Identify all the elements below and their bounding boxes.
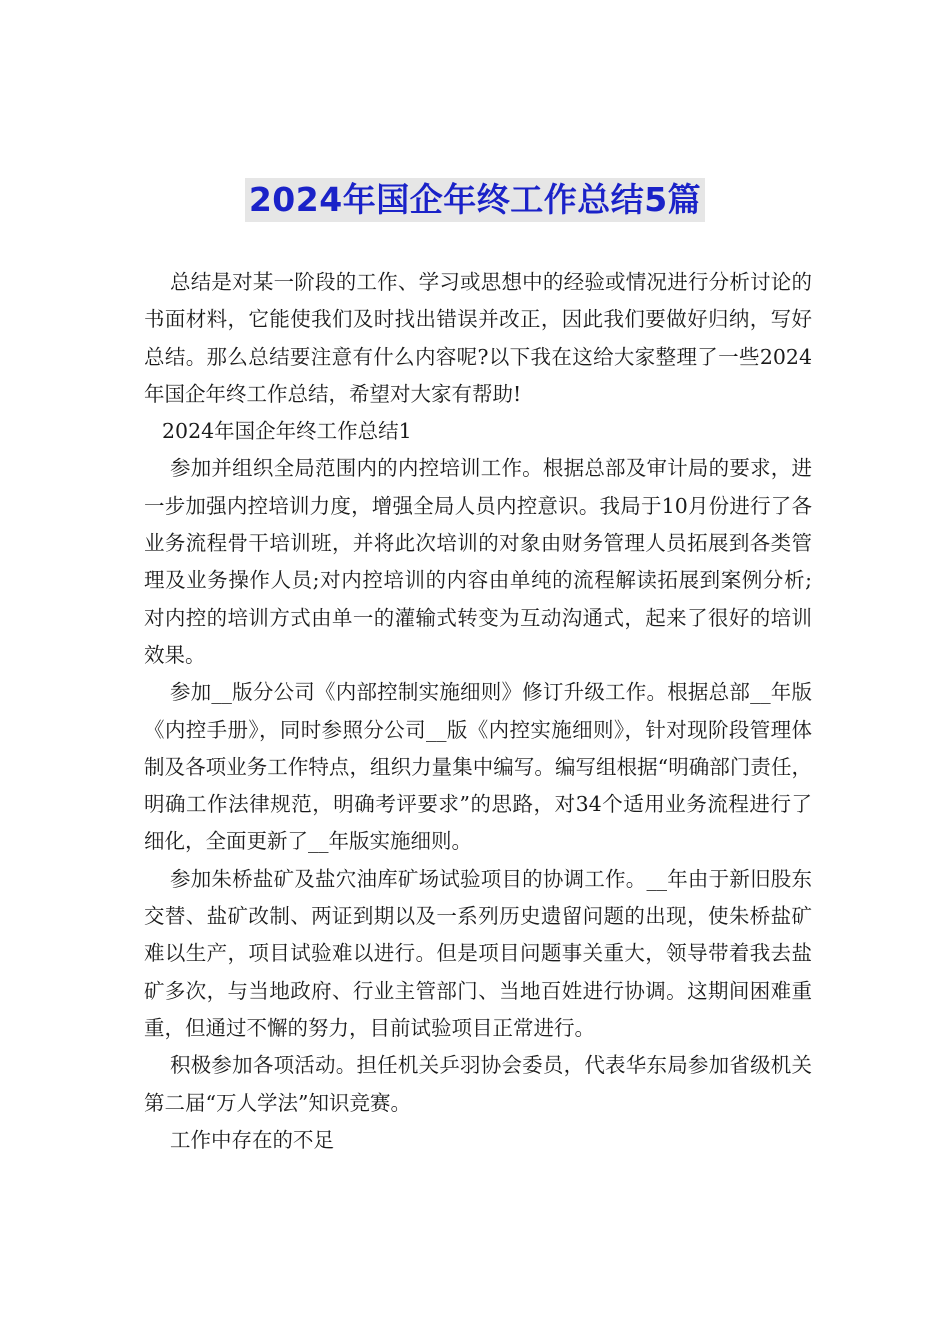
body-paragraph: 参加并组织全局范围内的内控培训工作。根据总部及审计局的要求，进一步加强内控培训力度，增强全局人员内控意识。我局于10月份进行了各业务流程骨干培训班，并将此次培训的对象由财务管理人员拓展到各类管理及业务操作人员;对内控培训的内容由单纯的流程解读拓展到案例分析;对内控的培训方式由单一的灌输式转变为互动沟通式，起来了很好的培训效果。 xyxy=(144,456,812,667)
intro-paragraph: 总结是对某一阶段的工作、学习或思想中的经验或情况进行分析讨论的书面材料，它能使我们及时找出错误并改正，因此我们要做好归纳，写好总结。那么总结要注意有什么内容呢?以下我在这给大家整理了一些2024年国企年终工作总结，希望对大家有帮助! xyxy=(144,270,812,406)
title-container xyxy=(0,178,950,222)
body-paragraph: 积极参加各项活动。担任机关乒羽协会委员，代表华东局参加省级机关第二届“万人学法”知识竞赛。 xyxy=(144,1053,812,1115)
document-body xyxy=(144,264,812,1159)
subsection-heading: 工作中存在的不足 xyxy=(170,1127,334,1152)
body-paragraph: 参加朱桥盐矿及盐穴油库矿场试验项目的协调工作。__年由于新旧股东交替、盐矿改制、两证到期以及一系列历史遗留问题的出现，使朱桥盐矿难以生产，项目试验难以进行。但是项目问题事关重大，领导带着我去盐矿多次，与当地政府、行业主管部门、当地百姓进行协调。这期间困难重重，但通过不懈的努力，目前试验项目正常进行。 xyxy=(144,866,812,1040)
body-paragraph: 参加__版分公司《内部控制实施细则》修订升级工作。根据总部__年版《内控手册》，同时参照分公司__版《内控实施细则》，针对现阶段管理体制及各项业务工作特点，组织力量集中编写。编写组根据“明确部门责任，明确工作法律规范，明确考评要求”的思路，对34个适用业务流程进行了细化，全面更新了__年版实施细则。 xyxy=(144,680,812,854)
section-heading: 2024年国企年终工作总结1 xyxy=(162,419,412,444)
document-title: 2024年国企年终工作总结5篇 xyxy=(245,178,705,222)
